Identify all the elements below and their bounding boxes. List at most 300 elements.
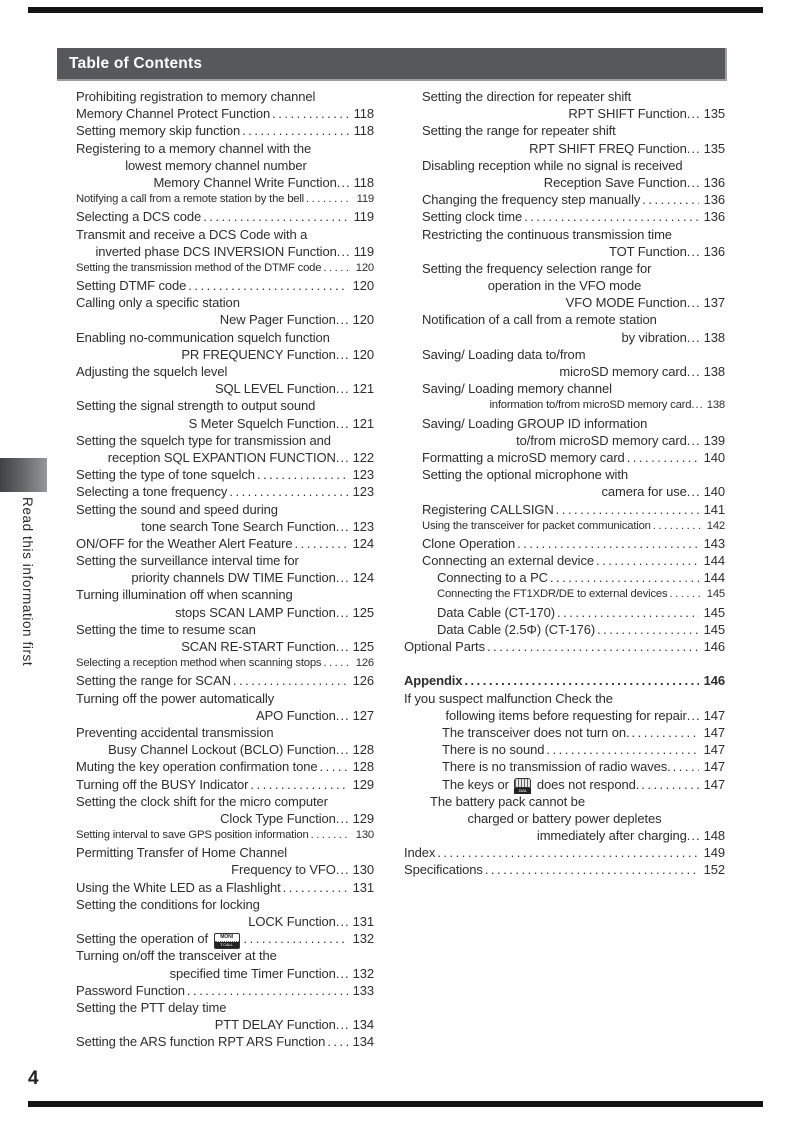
toc-entry-text: Setting the type of tone squelch bbox=[76, 467, 255, 483]
moni-tcall-key-icon: MONI T.CALL bbox=[214, 933, 240, 949]
toc-entry-line bbox=[422, 552, 725, 569]
toc-entry-line bbox=[76, 930, 374, 947]
toc-entry-text: Saving/ Loading GROUP ID information bbox=[422, 415, 648, 431]
toc-entry-text: TOT Function bbox=[608, 243, 687, 259]
page-ref: 147 bbox=[703, 776, 725, 792]
toc-entry-line bbox=[437, 621, 725, 638]
toc-entry-text: Prohibiting registration to memory channel bbox=[76, 89, 316, 104]
toc-entry-text: Setting the PTT delay time bbox=[76, 999, 227, 1015]
dot-leader: ... bbox=[335, 1017, 350, 1033]
dot-leader bbox=[187, 982, 348, 999]
page-ref: 120 bbox=[352, 312, 374, 328]
dot-leader bbox=[669, 586, 701, 603]
toc-entry-line bbox=[58, 157, 374, 174]
page-ref: 146 bbox=[703, 673, 725, 689]
page-ref: 121 bbox=[352, 415, 374, 431]
toc-entry-text: Using the White LED as a Flashlight bbox=[76, 879, 281, 895]
toc-entry-line bbox=[422, 380, 725, 397]
dot-leader bbox=[556, 501, 699, 518]
toc-entry-text: Memory Channel Write Function bbox=[153, 174, 337, 190]
dot-leader bbox=[596, 552, 699, 569]
toc-entry-line bbox=[442, 741, 725, 758]
page-ref: 138 bbox=[703, 364, 725, 379]
dot-leader: ... bbox=[335, 570, 350, 586]
dot-leader bbox=[653, 518, 702, 535]
page-ref: 136 bbox=[703, 192, 725, 208]
page-ref: 122 bbox=[352, 449, 374, 465]
toc-entry-line bbox=[422, 260, 725, 277]
toc-entry-text: Saving/ Loading data to/from bbox=[422, 346, 586, 362]
toc-entry-text: The keys or DIAL does not respond. bbox=[442, 776, 640, 793]
toc-entry-line bbox=[404, 690, 725, 707]
toc-entry-line bbox=[404, 105, 725, 122]
page-ref: 144 bbox=[703, 570, 725, 586]
page-ref: 133 bbox=[352, 982, 374, 998]
page-ref: 145 bbox=[706, 588, 725, 601]
dot-leader bbox=[283, 879, 348, 896]
toc-entry-line bbox=[76, 535, 374, 552]
toc-entry-line bbox=[76, 793, 374, 810]
toc-entry-text: tone search Tone Search Function bbox=[141, 518, 336, 534]
dot-leader bbox=[673, 758, 699, 775]
dot-leader bbox=[487, 638, 699, 655]
toc-entry-text: Turning off the power automatically bbox=[76, 690, 275, 706]
page-ref: 120 bbox=[352, 346, 374, 362]
toc-entry-text: ON/OFF for the Weather Alert Feature bbox=[76, 535, 293, 551]
dot-leader: ... bbox=[335, 707, 350, 723]
toc-entry-text: Turning on/off the transceiver at the bbox=[76, 948, 277, 964]
toc-entry-line bbox=[76, 191, 374, 208]
dot-leader: ... bbox=[335, 518, 350, 534]
toc-entry-text: Calling only a specific station bbox=[76, 295, 240, 311]
dot-leader bbox=[229, 483, 347, 500]
page-ref: 119 bbox=[353, 243, 374, 259]
dot-leader: ... bbox=[335, 449, 350, 465]
page-ref: 130 bbox=[355, 829, 374, 842]
toc-entry-line bbox=[442, 776, 725, 793]
page-ref: 141 bbox=[703, 501, 725, 517]
toc-entry-line bbox=[58, 638, 374, 655]
toc-entry-line bbox=[422, 346, 725, 363]
page-ref: 128 bbox=[352, 759, 374, 775]
dot-leader: ... bbox=[335, 810, 350, 826]
toc-entry-line bbox=[76, 776, 374, 793]
page-ref: 135 bbox=[703, 106, 725, 122]
toc-entry-text: Permitting Transfer of Home Channel bbox=[76, 845, 288, 861]
toc-entry-line bbox=[76, 672, 374, 689]
toc-entry-line bbox=[76, 844, 374, 861]
page-ref: 128 bbox=[352, 742, 374, 758]
dot-leader: ... bbox=[335, 965, 350, 981]
page-ref: 142 bbox=[706, 519, 725, 532]
dot-leader: ... bbox=[335, 346, 350, 362]
toc-entry-line bbox=[404, 174, 725, 191]
dot-leader: ... bbox=[335, 639, 350, 654]
toc-entry-line bbox=[58, 569, 374, 586]
toc-entry-line bbox=[404, 363, 725, 380]
toc-entry-line bbox=[404, 397, 725, 414]
dot-leader bbox=[233, 672, 348, 689]
toc-column-right bbox=[404, 88, 725, 879]
page-number: 4 bbox=[28, 1068, 39, 1089]
toc-entry-text: Restricting the continuous transmission time bbox=[422, 226, 672, 242]
page-ref: 136 bbox=[703, 174, 725, 190]
toc-entry-text: Setting memory skip function bbox=[76, 123, 241, 139]
toc-entry-line bbox=[404, 277, 725, 294]
toc-entry-text: Muting the key operation confirmation tone bbox=[76, 759, 318, 775]
dot-leader bbox=[550, 569, 699, 586]
toc-entry-text: Setting interval to save GPS position information bbox=[76, 829, 309, 842]
toc-entry-text: Setting clock time bbox=[422, 209, 523, 225]
toc-entry-line bbox=[58, 1016, 374, 1033]
sidebar-tab bbox=[0, 458, 47, 492]
page-ref: 119 bbox=[356, 193, 374, 206]
page-ref: 136 bbox=[703, 209, 725, 225]
toc-entry-line bbox=[58, 604, 374, 621]
page-ref: 125 bbox=[352, 639, 374, 654]
page-ref: 134 bbox=[352, 1034, 374, 1050]
page-ref: 120 bbox=[355, 261, 374, 274]
page-ref: 123 bbox=[352, 467, 374, 483]
dot-leader bbox=[464, 672, 698, 689]
dot-leader: ... bbox=[691, 399, 704, 412]
toc-entry-text: Setting the clock shift for the micro computer bbox=[76, 793, 328, 809]
dot-leader: ... bbox=[335, 742, 350, 758]
toc-entry-text: Connecting the FT1XDR/DE to external devices bbox=[437, 588, 668, 601]
toc-entry-line bbox=[404, 294, 725, 311]
toc-entry-line bbox=[76, 947, 374, 964]
page-ref: 152 bbox=[703, 862, 725, 878]
toc-entry-line bbox=[442, 724, 725, 741]
dot-leader: ... bbox=[335, 415, 350, 431]
section-header bbox=[57, 48, 727, 81]
toc-entry-text: SQL LEVEL Function bbox=[214, 381, 336, 397]
toc-entry-text: by vibration bbox=[621, 329, 687, 345]
page-ref: 131 bbox=[352, 914, 374, 929]
toc-entry-text: The transceiver does not turn on. bbox=[442, 724, 630, 740]
toc-entry-line bbox=[422, 466, 725, 483]
toc-entry-line bbox=[58, 707, 374, 724]
dot-leader: ... bbox=[686, 295, 701, 311]
toc-entry-text: Setting the signal strength to output sound bbox=[76, 398, 316, 414]
dot-leader: ... bbox=[686, 432, 701, 448]
toc-entry-line bbox=[76, 724, 374, 741]
dot-leader bbox=[250, 776, 347, 793]
toc-entry-text: Connecting to a PC bbox=[437, 570, 548, 586]
toc-entry-text: Turning illumination off when scanning bbox=[76, 587, 293, 603]
toc-entry-text: Disabling reception while no signal is received bbox=[422, 157, 683, 173]
toc-entry-text: Selecting a tone frequency bbox=[76, 484, 228, 500]
page-ref: 138 bbox=[706, 399, 725, 412]
page-ref: 118 bbox=[353, 106, 374, 122]
toc-entry-text: Setting the conditions for locking bbox=[76, 896, 260, 912]
page-ref: 118 bbox=[353, 174, 374, 190]
toc-entry-line bbox=[76, 621, 374, 638]
toc-entry-text: There is no sound bbox=[442, 742, 545, 758]
page-ref: 135 bbox=[703, 140, 725, 156]
toc-entry-text: Enabling no-communication squelch function bbox=[76, 329, 330, 345]
page-ref: 147 bbox=[703, 759, 725, 775]
toc-entry-line bbox=[422, 88, 725, 105]
toc-entry-line bbox=[58, 518, 374, 535]
toc-entry-text: Setting the optional microphone with bbox=[422, 467, 628, 483]
toc-entry-line bbox=[422, 122, 725, 139]
toc-entry-text: charged or battery power depletes bbox=[467, 810, 662, 826]
toc-entry-text: information to/from microSD memory card bbox=[489, 399, 692, 412]
toc-entry-line bbox=[58, 965, 374, 982]
toc-entry-line bbox=[404, 329, 725, 346]
toc-entry-line bbox=[404, 243, 725, 260]
toc-entry-line bbox=[404, 810, 725, 827]
toc-entry-line bbox=[422, 311, 725, 328]
page-ref: 126 bbox=[352, 673, 374, 689]
toc-entry-line bbox=[58, 243, 374, 260]
toc-entry-text: SCAN RE-START Function bbox=[181, 639, 336, 654]
toc-entry-line bbox=[76, 466, 374, 483]
page-ref: 148 bbox=[703, 828, 725, 844]
toc-entry-line bbox=[404, 140, 725, 157]
toc-entry-text: operation in the VFO mode bbox=[487, 278, 642, 294]
toc-entry-line bbox=[422, 535, 725, 552]
toc-entry-text: Setting the time to resume scan bbox=[76, 621, 256, 637]
dot-leader bbox=[323, 260, 350, 277]
page-ref: 146 bbox=[703, 639, 725, 654]
page-ref: 126 bbox=[355, 657, 374, 670]
toc-entry-text: Setting the ARS function RPT ARS Function bbox=[76, 1034, 326, 1050]
toc-entry-text: Password Function bbox=[76, 982, 185, 998]
dot-leader bbox=[517, 535, 698, 552]
page-ref: 129 bbox=[352, 776, 374, 792]
toc-entry-line bbox=[58, 913, 374, 930]
bottom-rule bbox=[28, 1101, 763, 1107]
dot-leader bbox=[557, 604, 699, 621]
dot-leader bbox=[272, 105, 348, 122]
toc-entry-text: Connecting an external device bbox=[422, 553, 594, 569]
toc-entry-text: Data Cable (2.5Φ) (CT-176) bbox=[437, 621, 596, 637]
dot-leader: ... bbox=[335, 381, 350, 397]
page-ref: 147 bbox=[703, 724, 725, 740]
dot-leader: ... bbox=[686, 106, 701, 122]
page-ref: 143 bbox=[703, 535, 725, 551]
toc-entry-line bbox=[76, 122, 374, 139]
toc-entry-text: Clone Operation bbox=[422, 535, 516, 551]
page-title: Table of Contents bbox=[69, 54, 203, 72]
toc-entry-line bbox=[404, 483, 725, 500]
toc-entry-text: to/from microSD memory card bbox=[516, 432, 687, 448]
page-ref: 132 bbox=[352, 931, 374, 947]
page-ref: 124 bbox=[352, 535, 374, 551]
page-ref: 131 bbox=[352, 879, 374, 895]
toc-entry-text: Registering to a memory channel with the bbox=[76, 140, 312, 156]
page-ref: 149 bbox=[703, 845, 725, 861]
toc-entry-line bbox=[58, 449, 374, 466]
toc-entry-text: immediately after charging bbox=[536, 828, 687, 844]
page-ref: 144 bbox=[703, 553, 725, 569]
toc-entry-text: New Pager Function bbox=[219, 312, 336, 328]
toc-entry-line bbox=[422, 208, 725, 225]
toc-entry-text: PTT DELAY Function bbox=[214, 1017, 336, 1033]
page-ref: 130 bbox=[352, 862, 374, 878]
dot-leader: ... bbox=[686, 174, 701, 190]
toc-entry-line bbox=[422, 191, 725, 208]
toc-entry-line bbox=[422, 157, 725, 174]
dot-leader: ... bbox=[686, 707, 701, 723]
toc-entry-line bbox=[437, 604, 725, 621]
toc-entry-text: Notification of a call from a remote station bbox=[422, 312, 657, 328]
toc-entry-text: LOCK Function bbox=[248, 914, 336, 929]
toc-entry-text: Setting the squelch type for transmission and bbox=[76, 432, 331, 448]
page-ref: 134 bbox=[352, 1017, 374, 1033]
toc-entry-line bbox=[76, 226, 374, 243]
toc-entry-text: Clock Type Function bbox=[220, 810, 336, 826]
toc-entry-line bbox=[58, 741, 374, 758]
toc-entry-text: RPT SHIFT FREQ Function bbox=[529, 140, 687, 156]
dot-leader bbox=[203, 208, 348, 225]
dot-leader bbox=[323, 655, 350, 672]
toc-entry-text: priority channels DW TIME Function bbox=[131, 570, 336, 586]
dot-leader: ... bbox=[335, 914, 350, 929]
page-ref: 136 bbox=[703, 243, 725, 259]
toc-entry-line bbox=[58, 311, 374, 328]
toc-entry-line bbox=[404, 638, 725, 655]
toc-entry-text: Busy Channel Lockout (BCLO) Function bbox=[108, 742, 336, 758]
dial-knob-icon: DIAL bbox=[514, 778, 531, 794]
page-ref: 120 bbox=[352, 278, 374, 294]
toc-entry-text: Using the transceiver for packet communication bbox=[422, 519, 651, 532]
toc-entry-line bbox=[404, 707, 725, 724]
toc-entry-line bbox=[76, 655, 374, 672]
toc-entry-line bbox=[76, 501, 374, 518]
dot-leader bbox=[437, 844, 698, 861]
toc-entry-text: VFO MODE Function bbox=[565, 295, 687, 311]
page-ref: 123 bbox=[352, 518, 374, 534]
toc-entry-line bbox=[58, 346, 374, 363]
toc-entry-text: RPT SHIFT Function bbox=[568, 106, 687, 122]
dot-leader bbox=[524, 208, 699, 225]
page-ref: 147 bbox=[703, 742, 725, 758]
dot-leader bbox=[188, 277, 347, 294]
toc-entry-line bbox=[76, 88, 374, 105]
dot-leader bbox=[257, 466, 348, 483]
toc-entry-text: PR FREQUENCY Function bbox=[181, 346, 336, 362]
toc-entry-line bbox=[76, 827, 374, 844]
toc-entry-line bbox=[76, 552, 374, 569]
toc-entry-line bbox=[76, 329, 374, 346]
toc-entry-line bbox=[437, 569, 725, 586]
page-ref: 127 bbox=[352, 707, 374, 723]
sidebar-vertical-label: Read this information first bbox=[20, 497, 35, 667]
page-ref: 124 bbox=[352, 570, 374, 586]
toc-entry-text: Frequency to VFO bbox=[231, 862, 336, 878]
toc-entry-line bbox=[422, 501, 725, 518]
toc-entry-line bbox=[58, 380, 374, 397]
toc-entry-line bbox=[422, 449, 725, 466]
dot-leader bbox=[631, 724, 698, 741]
toc-entry-text: APO Function bbox=[256, 707, 336, 723]
toc-entry-text: specified time Timer Function bbox=[169, 965, 336, 981]
dot-leader: ... bbox=[335, 604, 350, 620]
dot-leader bbox=[597, 621, 699, 638]
toc-entry-text: Appendix bbox=[404, 673, 463, 689]
toc-entry-line bbox=[76, 397, 374, 414]
toc-entry-line bbox=[76, 277, 374, 294]
toc-entry-text: Memory Channel Protect Function bbox=[76, 106, 271, 122]
toc-entry-text: Formatting a microSD memory card bbox=[422, 449, 625, 465]
toc-entry-line bbox=[76, 1033, 374, 1050]
toc-entry-line bbox=[422, 226, 725, 243]
toc-entry-text: Setting the direction for repeater shift bbox=[422, 89, 632, 104]
dot-leader bbox=[320, 758, 348, 775]
toc-entry-text: Setting the range for repeater shift bbox=[422, 123, 616, 139]
dot-leader bbox=[306, 191, 352, 208]
toc-entry-text: Reception Save Function bbox=[543, 174, 687, 190]
dot-leader bbox=[327, 1033, 347, 1050]
dot-leader bbox=[242, 122, 348, 139]
toc-entry-text: Selecting a DCS code bbox=[76, 209, 202, 225]
toc-entry-text: reception SQL EXPANTION FUNCTION bbox=[107, 449, 336, 465]
toc-entry-text: following items before requesting for repair bbox=[445, 707, 687, 723]
page-ref: 121 bbox=[352, 381, 374, 397]
dot-leader: ... bbox=[686, 243, 701, 259]
toc-entry-line bbox=[404, 432, 725, 449]
toc-entry-line bbox=[76, 999, 374, 1016]
toc-entry-line bbox=[76, 586, 374, 603]
page-ref: 145 bbox=[703, 604, 725, 620]
toc-entry-text: Setting the transmission method of the DTMF code bbox=[76, 261, 322, 274]
toc-entry-text: Setting the sound and speed during bbox=[76, 501, 278, 517]
page-ref: 140 bbox=[703, 449, 725, 465]
dot-leader: ... bbox=[335, 862, 350, 878]
toc-entry-text: If you suspect malfunction Check the bbox=[404, 690, 613, 706]
toc-entry-text: Saving/ Loading memory channel bbox=[422, 381, 612, 397]
toc-entry-line bbox=[404, 861, 725, 878]
toc-entry-text: Changing the frequency step manually bbox=[422, 192, 641, 208]
dot-leader: ... bbox=[335, 312, 350, 328]
toc-entry-line bbox=[58, 415, 374, 432]
toc-entry-line bbox=[76, 896, 374, 913]
toc-entry-text: stops SCAN LAMP Function bbox=[175, 604, 336, 620]
toc-entry-line bbox=[404, 844, 725, 861]
toc-entry-text: The battery pack cannot be bbox=[430, 793, 585, 809]
dot-leader bbox=[642, 191, 698, 208]
toc-entry-text: Specifications bbox=[404, 862, 483, 878]
toc-entry-text: Registering CALLSIGN bbox=[422, 501, 554, 517]
dot-leader bbox=[627, 449, 699, 466]
toc-entry-text: Notifying a call from a remote station by the bell bbox=[76, 193, 304, 206]
toc-column-left bbox=[58, 88, 374, 1051]
page-ref: 132 bbox=[352, 965, 374, 981]
toc-entry-line bbox=[58, 861, 374, 878]
toc-entry-line bbox=[76, 208, 374, 225]
toc-entry-text: There is no transmission of radio waves. bbox=[442, 759, 671, 775]
dot-leader bbox=[311, 827, 351, 844]
toc-entry-line bbox=[442, 758, 725, 775]
toc-entry-line bbox=[76, 260, 374, 277]
toc-entry-text: Preventing accidental transmission bbox=[76, 724, 274, 740]
page-ref: 118 bbox=[353, 123, 374, 139]
dot-leader bbox=[244, 930, 348, 947]
toc-entry-text: Adjusting the squelch level bbox=[76, 364, 228, 379]
dot-leader bbox=[641, 776, 698, 793]
toc-entry-line bbox=[404, 672, 725, 689]
dot-leader: ... bbox=[686, 828, 701, 844]
toc-entry-text: Data Cable (CT-170) bbox=[437, 604, 556, 620]
toc-entry-text: S Meter Squelch Function bbox=[188, 415, 336, 431]
dot-leader: ... bbox=[336, 243, 351, 259]
dot-leader bbox=[295, 535, 348, 552]
toc-entry-text: Index bbox=[404, 845, 436, 861]
dot-leader: ... bbox=[686, 484, 701, 500]
